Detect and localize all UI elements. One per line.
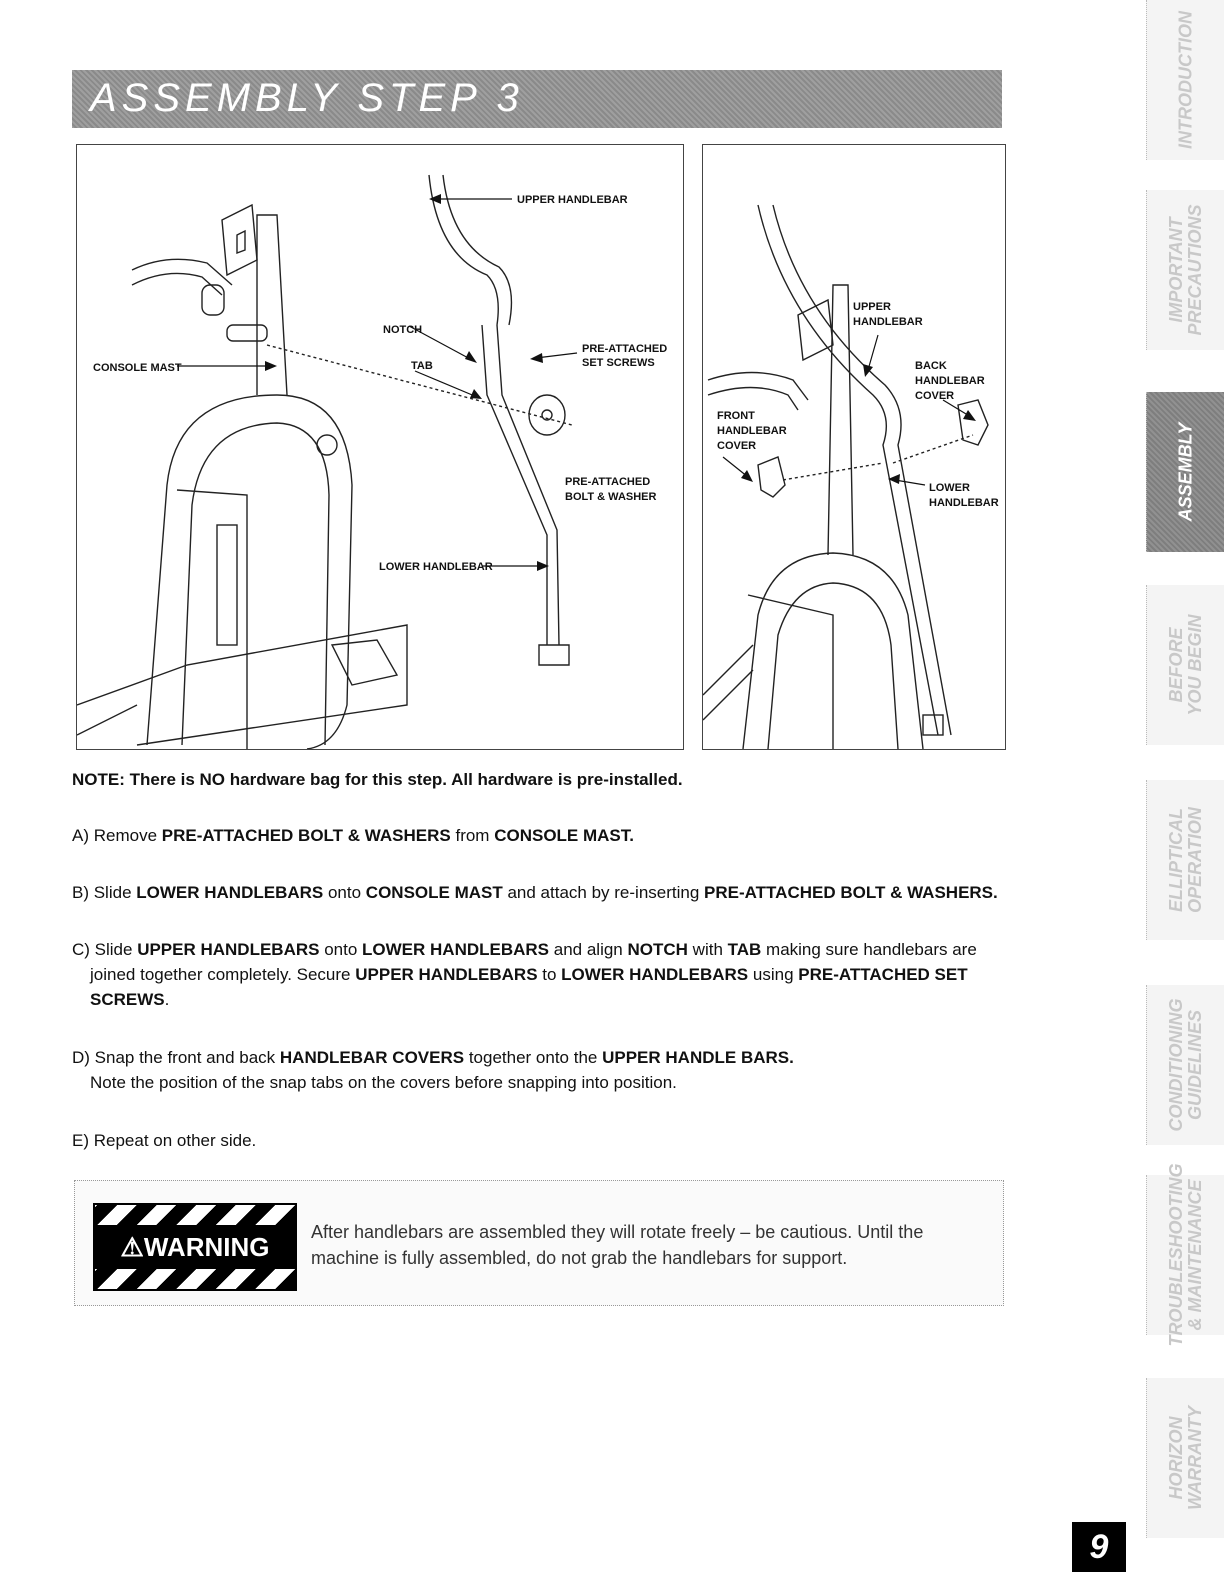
step-d xyxy=(72,1045,1012,1095)
step-c-text: onto xyxy=(319,940,363,959)
label-lower-1: LOWER xyxy=(929,482,970,494)
step-c-text: and align xyxy=(549,940,628,959)
warning-label: ⚠WARNING xyxy=(95,1225,295,1269)
page-title: ASSEMBLY STEP 3 xyxy=(90,76,524,120)
tab-label: GUIDELINES xyxy=(1185,1010,1205,1121)
side-tab-assembly[interactable] xyxy=(1146,392,1224,552)
step-c-bold: NOTCH xyxy=(627,940,688,959)
tab-label: TROUBLESHOOTING xyxy=(1166,1163,1186,1347)
tab-label: OPERATION xyxy=(1185,807,1205,913)
label-bolt-washer-1: PRE-ATTACHED xyxy=(565,476,651,488)
tab-label: WARRANTY xyxy=(1185,1406,1205,1510)
step-d-line-1 xyxy=(72,1045,1012,1070)
step-c-text: joined together completely. Secure xyxy=(90,965,356,984)
section-banner xyxy=(72,70,1002,128)
step-c-text: making sure handlebars are xyxy=(761,940,977,959)
label-set-screws-1: PRE-ATTACHED xyxy=(582,343,668,355)
label-upper-handlebar: UPPER HANDLEBAR xyxy=(517,194,628,206)
label-console-mast: CONSOLE MAST xyxy=(93,362,182,374)
tab-label: BEFORE xyxy=(1166,627,1186,703)
step-c-bold: SCREWS xyxy=(90,990,165,1009)
label-back-3: COVER xyxy=(915,390,955,402)
step-b-text: onto xyxy=(323,883,366,902)
label-tab: TAB xyxy=(411,360,433,372)
label-front-2: HANDLEBAR xyxy=(717,425,787,437)
tab-label: CONDITIONING xyxy=(1166,998,1186,1132)
note-hardware: NOTE: There is NO hardware bag for this step. All hardware is pre-installed. xyxy=(72,770,683,789)
step-c-text: with xyxy=(687,940,728,959)
step-b-text: B) Slide xyxy=(72,883,137,902)
warning-box xyxy=(74,1180,1004,1306)
step-d-line-2: Note the position of the snap tabs on the covers before snapping into position. xyxy=(90,1073,677,1092)
step-e-text: E) Repeat on other side. xyxy=(72,1131,257,1150)
label-front-3: COVER xyxy=(717,440,757,452)
step-d-bold: HANDLEBAR COVERS xyxy=(279,1048,465,1067)
step-b-text: and attach by re-inserting xyxy=(502,883,705,902)
warning-text: After handlebars are assembled they will rotate freely – be cautious. Until the machine is fully assembled, do not grab the handlebars for support. xyxy=(311,1222,924,1268)
step-a xyxy=(72,823,1012,848)
page-number: 9 xyxy=(1072,1522,1126,1572)
step-d-text: D) Snap the front and back xyxy=(72,1048,280,1067)
step-c-text: C) Slide xyxy=(72,940,138,959)
step-a-text: A) Remove xyxy=(72,826,162,845)
tab-label: ELLIPTICAL xyxy=(1166,808,1186,913)
step-b-bold: PRE-ATTACHED BOLT & WASHERS. xyxy=(704,883,998,902)
figure-handlebar-covers xyxy=(702,144,1006,750)
warning-stripes xyxy=(95,1269,295,1289)
figure-left-drawing xyxy=(77,145,683,749)
warning-stripes xyxy=(95,1205,295,1225)
step-d-bold: UPPER HANDLE BARS. xyxy=(602,1048,794,1067)
step-b xyxy=(72,880,1012,905)
step-c-text: . xyxy=(164,990,170,1009)
figure-console-mast-assembly xyxy=(76,144,684,750)
label-upper-2: HANDLEBAR xyxy=(853,316,923,328)
step-c-text: to xyxy=(537,965,562,984)
tab-label: & MAINTENANCE xyxy=(1185,1179,1205,1331)
step-c-bold: UPPER HANDLEBARS xyxy=(355,965,538,984)
step-e xyxy=(72,1128,1012,1153)
label-back-1: BACK xyxy=(915,360,947,372)
step-c-text: using xyxy=(748,965,799,984)
side-tab-conditioning-guidelines[interactable] xyxy=(1146,985,1224,1145)
side-tab-introduction[interactable] xyxy=(1146,0,1224,160)
tab-label: IMPORTANT xyxy=(1166,217,1186,323)
tab-label: PRECAUTIONS xyxy=(1185,204,1205,336)
side-tab-before-you-begin[interactable] xyxy=(1146,585,1224,745)
section-tabs xyxy=(1146,0,1224,1584)
figure-right-drawing xyxy=(703,145,1005,749)
step-c-bold: PRE-ATTACHED SET xyxy=(798,965,968,984)
tab-label: ASSEMBLY xyxy=(1175,422,1196,522)
step-c-line-2 xyxy=(72,962,1012,987)
tab-label: INTRODUCTION xyxy=(1175,11,1196,149)
label-back-2: HANDLEBAR xyxy=(915,375,985,387)
side-tab-troubleshooting-maintenance[interactable] xyxy=(1146,1163,1224,1347)
step-a-bold: CONSOLE MAST. xyxy=(494,826,634,845)
step-c-line-3 xyxy=(72,987,1012,1012)
step-c-bold: LOWER HANDLEBARS xyxy=(362,940,550,959)
label-set-screws-2: SET SCREWS xyxy=(582,357,655,369)
step-b-bold: LOWER HANDLEBARS xyxy=(136,883,324,902)
step-c-bold: TAB xyxy=(727,940,762,959)
label-lower-2: HANDLEBAR xyxy=(929,497,999,509)
side-tab-elliptical-operation[interactable] xyxy=(1146,780,1224,940)
step-a-text: from xyxy=(450,826,495,845)
warning-sign xyxy=(93,1203,297,1291)
label-notch: NOTCH xyxy=(383,324,423,336)
step-b-bold: CONSOLE MAST xyxy=(365,883,503,902)
tab-label: YOU BEGIN xyxy=(1185,614,1205,716)
side-tab-horizon-warranty[interactable] xyxy=(1146,1378,1224,1538)
step-c-bold: LOWER HANDLEBARS xyxy=(561,965,749,984)
step-c-line-1 xyxy=(72,937,1012,962)
label-bolt-washer-2: BOLT & WASHER xyxy=(565,491,657,503)
step-d-text: together onto the xyxy=(464,1048,603,1067)
tab-label: HORIZON xyxy=(1166,1416,1186,1500)
step-c-bold: UPPER HANDLEBARS xyxy=(137,940,320,959)
label-upper-1: UPPER xyxy=(853,301,891,313)
side-tab-important-precautions[interactable] xyxy=(1146,190,1224,350)
label-front-1: FRONT xyxy=(717,410,755,422)
step-c xyxy=(72,937,1012,1012)
label-lower-handlebar: LOWER HANDLEBAR xyxy=(379,561,493,573)
step-a-bold: PRE-ATTACHED BOLT & WASHERS xyxy=(161,826,451,845)
